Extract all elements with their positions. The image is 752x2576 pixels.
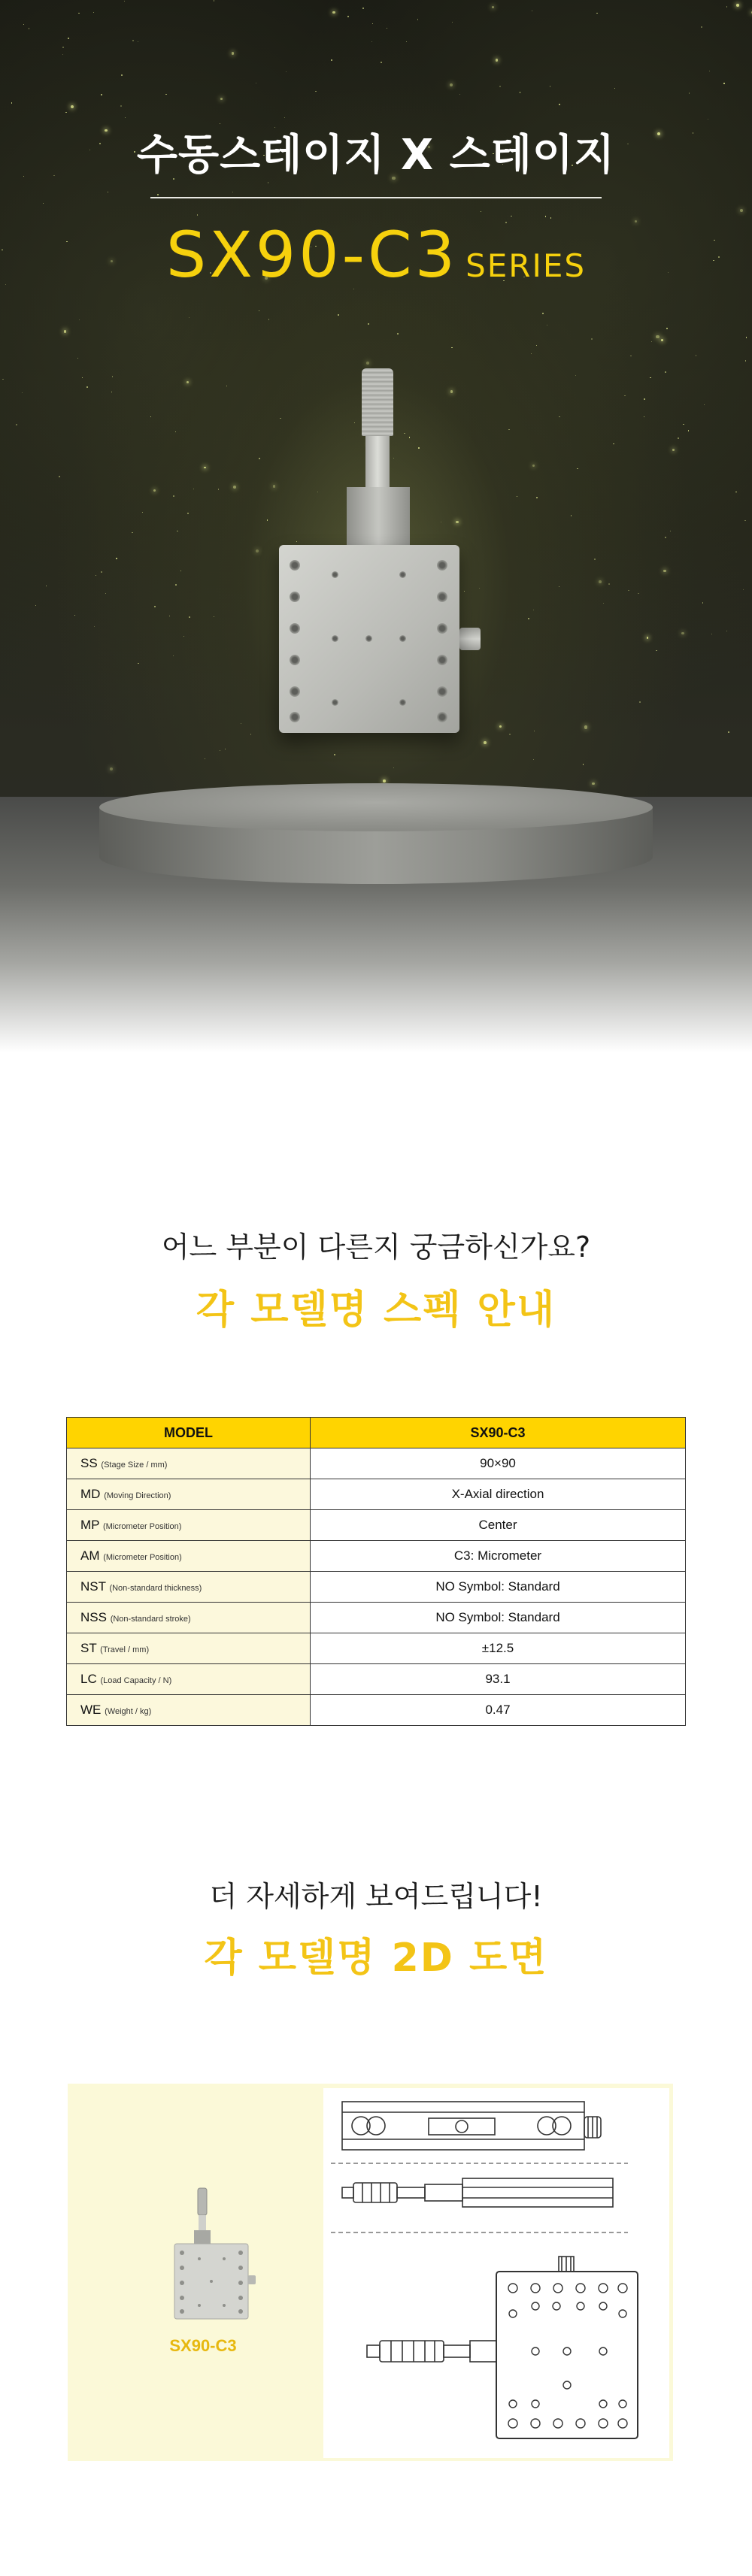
table-row xyxy=(67,1479,686,1510)
star xyxy=(250,734,252,735)
spec-value: 93.1 xyxy=(311,1664,686,1695)
star xyxy=(499,86,501,87)
table-row xyxy=(67,1633,686,1664)
star xyxy=(187,513,189,514)
star xyxy=(736,4,739,7)
star xyxy=(197,214,199,216)
star xyxy=(628,590,629,592)
star xyxy=(393,767,394,768)
star xyxy=(639,701,641,703)
star xyxy=(417,19,418,20)
star xyxy=(656,650,657,652)
star xyxy=(268,182,269,183)
spec-desc: (Micrometer Position) xyxy=(102,1522,182,1531)
star xyxy=(331,59,332,60)
star xyxy=(371,41,372,42)
spec-desc: (Moving Direction) xyxy=(104,1491,171,1500)
star xyxy=(62,54,63,55)
star xyxy=(93,12,94,13)
star xyxy=(186,381,189,383)
star xyxy=(267,519,268,521)
star xyxy=(665,371,666,373)
spec-key xyxy=(67,1664,311,1695)
star xyxy=(259,458,260,459)
stage-hole xyxy=(365,635,372,642)
drawing-question: 더 자세하게 보여드립니다! xyxy=(209,1880,543,1913)
star xyxy=(332,11,335,14)
star xyxy=(173,495,174,497)
star xyxy=(670,531,672,532)
star xyxy=(624,395,626,397)
star xyxy=(533,610,535,611)
stage-hole xyxy=(437,712,447,722)
star xyxy=(2,379,3,380)
star xyxy=(451,347,452,348)
star xyxy=(368,323,369,325)
star xyxy=(315,91,317,92)
spec-desc: (Non-standard thickness) xyxy=(109,1584,202,1593)
star xyxy=(591,338,593,340)
star xyxy=(220,98,223,100)
star xyxy=(79,319,80,320)
star xyxy=(559,416,560,418)
star xyxy=(183,636,184,637)
star xyxy=(77,358,78,359)
table-row xyxy=(67,1664,686,1695)
star xyxy=(511,216,512,217)
table-row xyxy=(67,1572,686,1603)
star xyxy=(154,606,155,607)
star xyxy=(542,313,544,314)
stage-hole xyxy=(399,635,406,642)
star xyxy=(116,558,117,559)
star xyxy=(233,486,236,489)
star xyxy=(603,603,605,604)
star xyxy=(101,94,102,95)
spec-desc: (Micrometer Position) xyxy=(103,1553,182,1562)
star xyxy=(16,424,17,425)
stage-hole xyxy=(437,623,447,634)
star xyxy=(638,593,639,595)
star xyxy=(132,40,134,41)
star xyxy=(383,779,385,782)
stage-plate xyxy=(279,545,459,733)
star xyxy=(372,23,374,25)
star xyxy=(575,375,576,376)
spec-key xyxy=(67,1479,311,1510)
star xyxy=(647,637,649,639)
star xyxy=(189,317,190,318)
star xyxy=(204,467,206,469)
star xyxy=(496,59,499,62)
star xyxy=(584,725,587,728)
star xyxy=(120,105,122,107)
spec-code: MP xyxy=(80,1518,100,1532)
star xyxy=(175,431,176,432)
star xyxy=(334,754,335,755)
spec-header-label: MODEL xyxy=(67,1418,311,1448)
star xyxy=(74,615,75,616)
star xyxy=(666,328,668,329)
star xyxy=(665,537,666,538)
star xyxy=(381,62,382,63)
spec-question: 어느 부분이 다른지 궁금하신가요? xyxy=(161,1230,591,1264)
mini-product-image xyxy=(165,2184,263,2326)
table-row xyxy=(67,1510,686,1541)
stage-hole xyxy=(399,571,406,578)
spec-table xyxy=(66,1417,686,1726)
spec-key xyxy=(67,1448,311,1479)
star xyxy=(532,465,535,467)
spec-heading: 각 모델명 스펙 안내 xyxy=(196,1288,556,1333)
star xyxy=(214,0,215,2)
star xyxy=(672,449,675,451)
star xyxy=(397,333,399,334)
star xyxy=(78,13,80,14)
star xyxy=(256,549,259,552)
star xyxy=(723,83,725,84)
star xyxy=(743,589,744,591)
star xyxy=(65,112,67,114)
spec-code: WE xyxy=(80,1703,102,1717)
hero-model-main: SX90-C3 xyxy=(165,218,459,292)
star xyxy=(531,353,532,354)
spec-value: NO Symbol: Standard xyxy=(311,1603,686,1633)
star xyxy=(678,437,679,439)
table-row xyxy=(67,1603,686,1633)
stage-hole xyxy=(332,635,338,642)
star xyxy=(406,41,407,42)
star xyxy=(614,88,615,89)
star xyxy=(599,580,602,583)
star xyxy=(157,194,158,195)
mini-product-label: SX90-C3 xyxy=(169,2336,237,2355)
star xyxy=(110,767,113,770)
star xyxy=(62,47,64,48)
star xyxy=(533,759,534,760)
star xyxy=(347,16,349,17)
spec-header-value: SX90-C3 xyxy=(311,1418,686,1448)
star xyxy=(150,416,151,417)
spec-key xyxy=(67,1541,311,1572)
star xyxy=(165,94,167,95)
drawing-heading: 각 모델명 2D 도면 xyxy=(204,1936,548,1981)
star xyxy=(744,520,746,522)
spec-value: ±12.5 xyxy=(311,1633,686,1664)
star xyxy=(11,102,12,103)
star xyxy=(64,330,67,333)
star xyxy=(43,203,44,204)
star xyxy=(125,117,126,118)
star xyxy=(740,209,743,212)
spec-desc: (Travel / mm) xyxy=(100,1645,150,1654)
spec-key xyxy=(67,1603,311,1633)
spec-code: SS xyxy=(80,1456,98,1470)
star xyxy=(138,663,139,664)
star xyxy=(509,734,511,735)
table-row xyxy=(67,1695,686,1726)
star xyxy=(153,489,156,492)
star xyxy=(268,319,270,320)
star xyxy=(284,117,285,118)
table-row xyxy=(67,1448,686,1479)
star xyxy=(745,360,747,362)
hero-model-name xyxy=(0,218,752,292)
star xyxy=(22,392,23,393)
spec-value: NO Symbol: Standard xyxy=(311,1572,686,1603)
spec-value: 90×90 xyxy=(311,1448,686,1479)
spec-desc: (Load Capacity / N) xyxy=(100,1676,172,1685)
star xyxy=(82,377,83,378)
star xyxy=(338,314,339,316)
spec-key xyxy=(67,1510,311,1541)
stage-hole xyxy=(332,699,338,706)
star xyxy=(550,86,551,87)
star xyxy=(683,424,684,425)
micrometer-sleeve xyxy=(365,436,390,489)
star xyxy=(121,74,122,75)
table-row xyxy=(67,1541,686,1572)
star xyxy=(536,497,538,498)
spec-code: AM xyxy=(80,1548,100,1563)
spec-code: NST xyxy=(80,1579,106,1594)
star xyxy=(651,341,652,342)
spec-value: X-Axial direction xyxy=(311,1479,686,1510)
star xyxy=(508,429,509,430)
star xyxy=(94,626,95,627)
star xyxy=(592,782,594,785)
star xyxy=(71,105,74,108)
hero-divider xyxy=(150,197,602,198)
star xyxy=(577,468,578,469)
stage-hole xyxy=(290,655,300,665)
stage-hole xyxy=(332,571,338,578)
star xyxy=(689,92,690,94)
stage-hole xyxy=(290,592,300,602)
star xyxy=(613,443,614,445)
star xyxy=(594,558,596,560)
star xyxy=(105,593,106,594)
hero-section xyxy=(0,0,752,1052)
star xyxy=(681,632,684,634)
star xyxy=(232,52,234,54)
star xyxy=(528,618,529,619)
spec-value: C3: Micrometer xyxy=(311,1541,686,1572)
star xyxy=(701,26,702,28)
star xyxy=(459,94,460,95)
star xyxy=(112,376,113,377)
stage-hole xyxy=(437,686,447,697)
star xyxy=(35,605,36,606)
spec-key xyxy=(67,1695,311,1726)
spec-desc: (Weight / kg) xyxy=(105,1707,152,1716)
spec-code: LC xyxy=(80,1672,97,1686)
stage-hole xyxy=(290,623,300,634)
spec-value: Center xyxy=(311,1510,686,1541)
star xyxy=(596,13,597,14)
star xyxy=(132,532,133,534)
star xyxy=(559,104,560,105)
star xyxy=(536,345,537,346)
star xyxy=(189,616,190,618)
star xyxy=(571,515,572,516)
hero-model-suffix: SERIES xyxy=(465,247,587,284)
star xyxy=(175,584,177,586)
pedestal-top xyxy=(99,783,653,831)
hero-title: 수동스테이지 X 스테이지 xyxy=(136,131,616,180)
star xyxy=(608,583,610,585)
spec-key xyxy=(67,1572,311,1603)
star xyxy=(173,655,174,656)
star xyxy=(124,1,125,2)
stage-hole xyxy=(399,699,406,706)
spec-code: MD xyxy=(80,1487,101,1501)
star xyxy=(68,38,69,39)
star xyxy=(286,71,287,72)
spec-value: 0.47 xyxy=(311,1695,686,1726)
star xyxy=(450,83,453,86)
star xyxy=(726,6,727,7)
spec-desc: (Stage Size / mm) xyxy=(101,1461,168,1470)
star xyxy=(86,386,87,387)
star xyxy=(704,404,705,406)
micrometer-thimble xyxy=(362,368,393,436)
spec-desc: (Non-standard stroke) xyxy=(110,1615,191,1624)
star xyxy=(362,8,364,9)
star xyxy=(499,725,502,728)
spec-code: ST xyxy=(80,1641,97,1655)
spec-table-header xyxy=(67,1418,686,1448)
star xyxy=(492,6,494,8)
stage-hole xyxy=(290,560,300,571)
star xyxy=(663,570,666,572)
star xyxy=(746,337,747,338)
star xyxy=(101,571,102,573)
stage-hole xyxy=(437,655,447,665)
star xyxy=(702,602,703,603)
star xyxy=(656,335,659,338)
star xyxy=(728,731,729,733)
stage-lock-knob xyxy=(459,628,481,650)
star xyxy=(59,476,60,477)
technical-drawing xyxy=(323,2088,669,2458)
spec-code: NSS xyxy=(80,1610,107,1624)
stage-hole xyxy=(290,712,300,722)
star xyxy=(142,512,143,513)
hero-product-image xyxy=(275,361,493,752)
stage-hole xyxy=(437,592,447,602)
spec-key xyxy=(67,1633,311,1664)
stage-hole xyxy=(290,686,300,697)
star xyxy=(661,339,663,341)
star xyxy=(452,22,453,23)
stage-hole xyxy=(437,560,447,571)
star xyxy=(23,24,24,25)
star xyxy=(688,430,690,431)
